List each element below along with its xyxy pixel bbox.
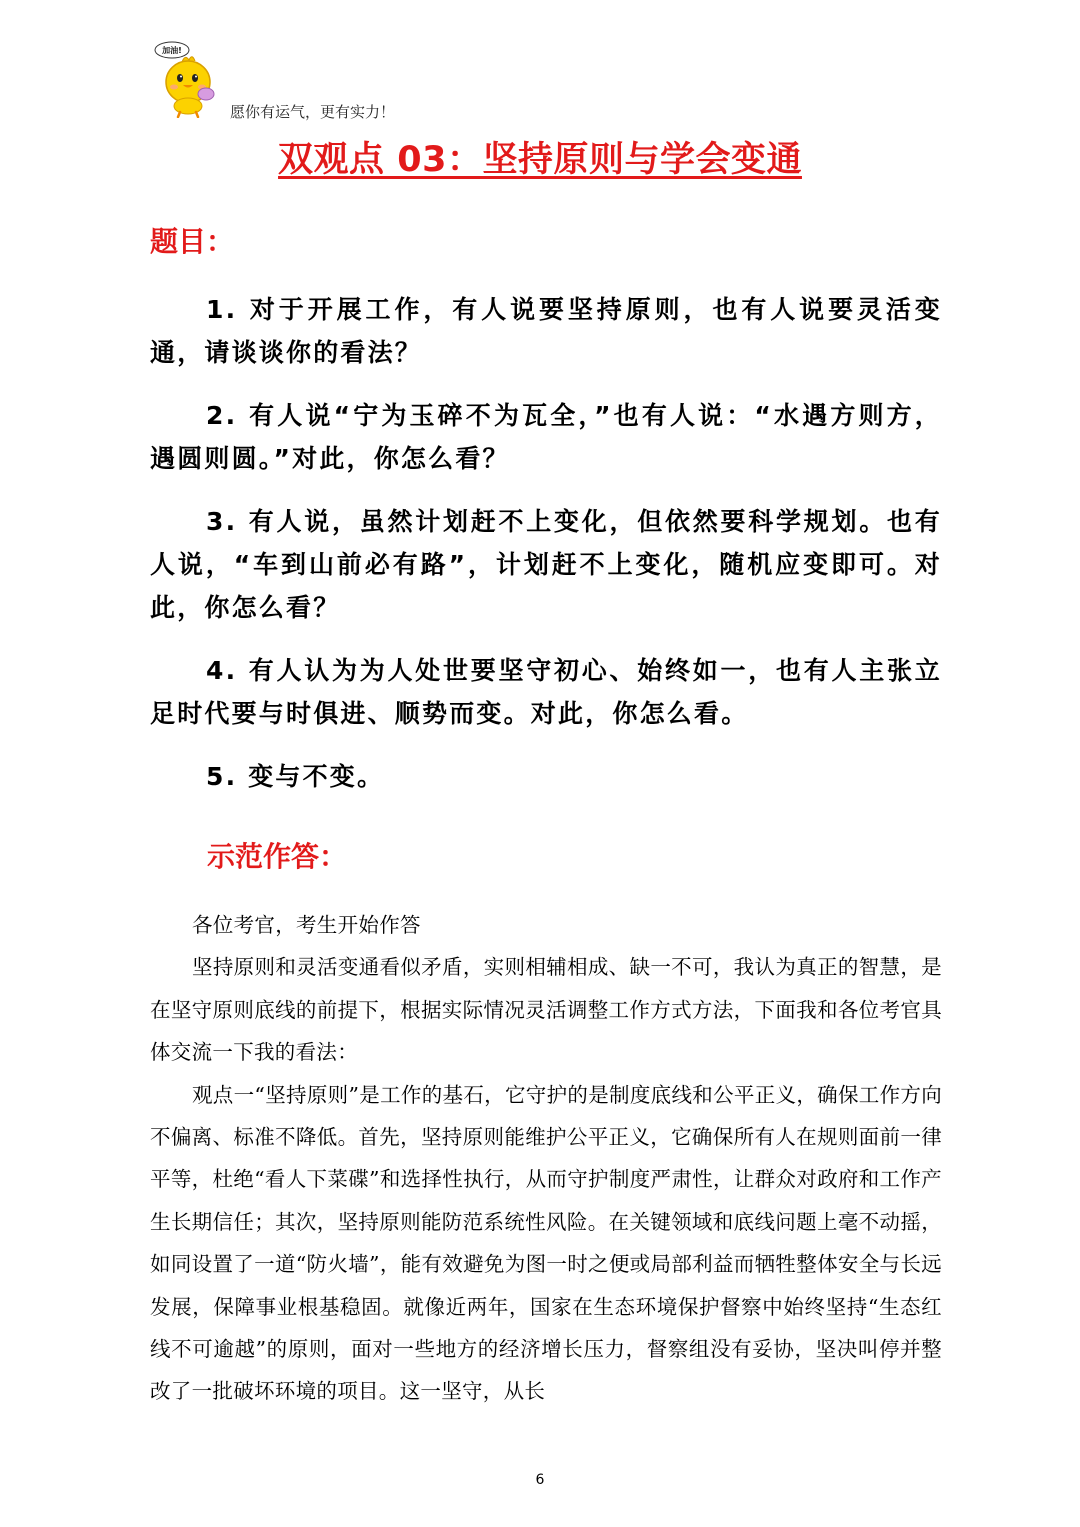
answer-paragraph: 观点一“坚持原则”是工作的基石，它守护的是制度底线和公平正义，确保工作方向不偏离、标准不降低。首先，坚持原则能维护公平正义，它确保所有人在规则面前一律平等，杜绝“看人下菜碟”和选择性执行，从而守护制度严肃性，让群众对政府和工作产生长期信任；其次，坚持原则能防范系统性风险。在关键领域和底线问题上毫不动摇，如同设置了一道“防火墙”，能有效避免为图一时之便或局部利益而牺牲整体安全与长远发展，保障事业根基稳固。就像近两年，国家在生态环境保护督察中始终坚持“生态红线不可逾越”的原则，面对一些地方的经济增长压力，督察组没有妥协，坚决叫停并整改了一批破坏环境的项目。这一坚守，从长 <box>150 1082 942 1404</box>
motto-text: 愿你有运气，更有实力！ <box>230 103 396 121</box>
question-item: 4. 有人认为为人处世要坚守初心、始终如一，也有人主张立足时代要与时俱进、顺势而变。对此，你怎么看。 <box>150 656 942 728</box>
question-item: 2. 有人说“宁为玉碎不为瓦全，”也有人说：“水遇方则方，遇圆则圆。”对此，你怎么看？ <box>150 401 942 473</box>
questions-heading: 题目： <box>150 225 235 258</box>
chick-mascot-logo <box>152 40 224 118</box>
chick-icon <box>152 40 224 118</box>
question-list <box>150 288 942 818</box>
answer-heading: 示范作答： <box>207 840 348 873</box>
page-title <box>0 132 1080 182</box>
answer-paragraph: 坚持原则和灵活变通看似矛盾，实则相辅相成、缺一不可，我认为真正的智慧，是在坚守原则底线的前提下，根据实际情况灵活调整工作方式方法，下面我和各位考官具体交流一下我的看法： <box>150 955 942 1065</box>
question-item: 1. 对于开展工作，有人说要坚持原则，也有人说要灵活变通，请谈谈你的看法？ <box>150 295 942 367</box>
answer-paragraph: 各位考官，考生开始作答 <box>192 913 421 937</box>
question-item: 5. 变与不变。 <box>206 762 385 791</box>
answer-body <box>150 904 942 1413</box>
page-number: 6 <box>535 1472 545 1488</box>
question-item: 3. 有人说，虽然计划赶不上变化，但依然要科学规划。也有人说，“车到山前必有路”，计划赶不上变化，随机应变即可。对此，你怎么看？ <box>150 507 942 622</box>
page-title-text: 双观点 03：坚持原则与学会变通 <box>278 140 802 180</box>
logo-bubble-text: 加油! <box>162 46 182 55</box>
